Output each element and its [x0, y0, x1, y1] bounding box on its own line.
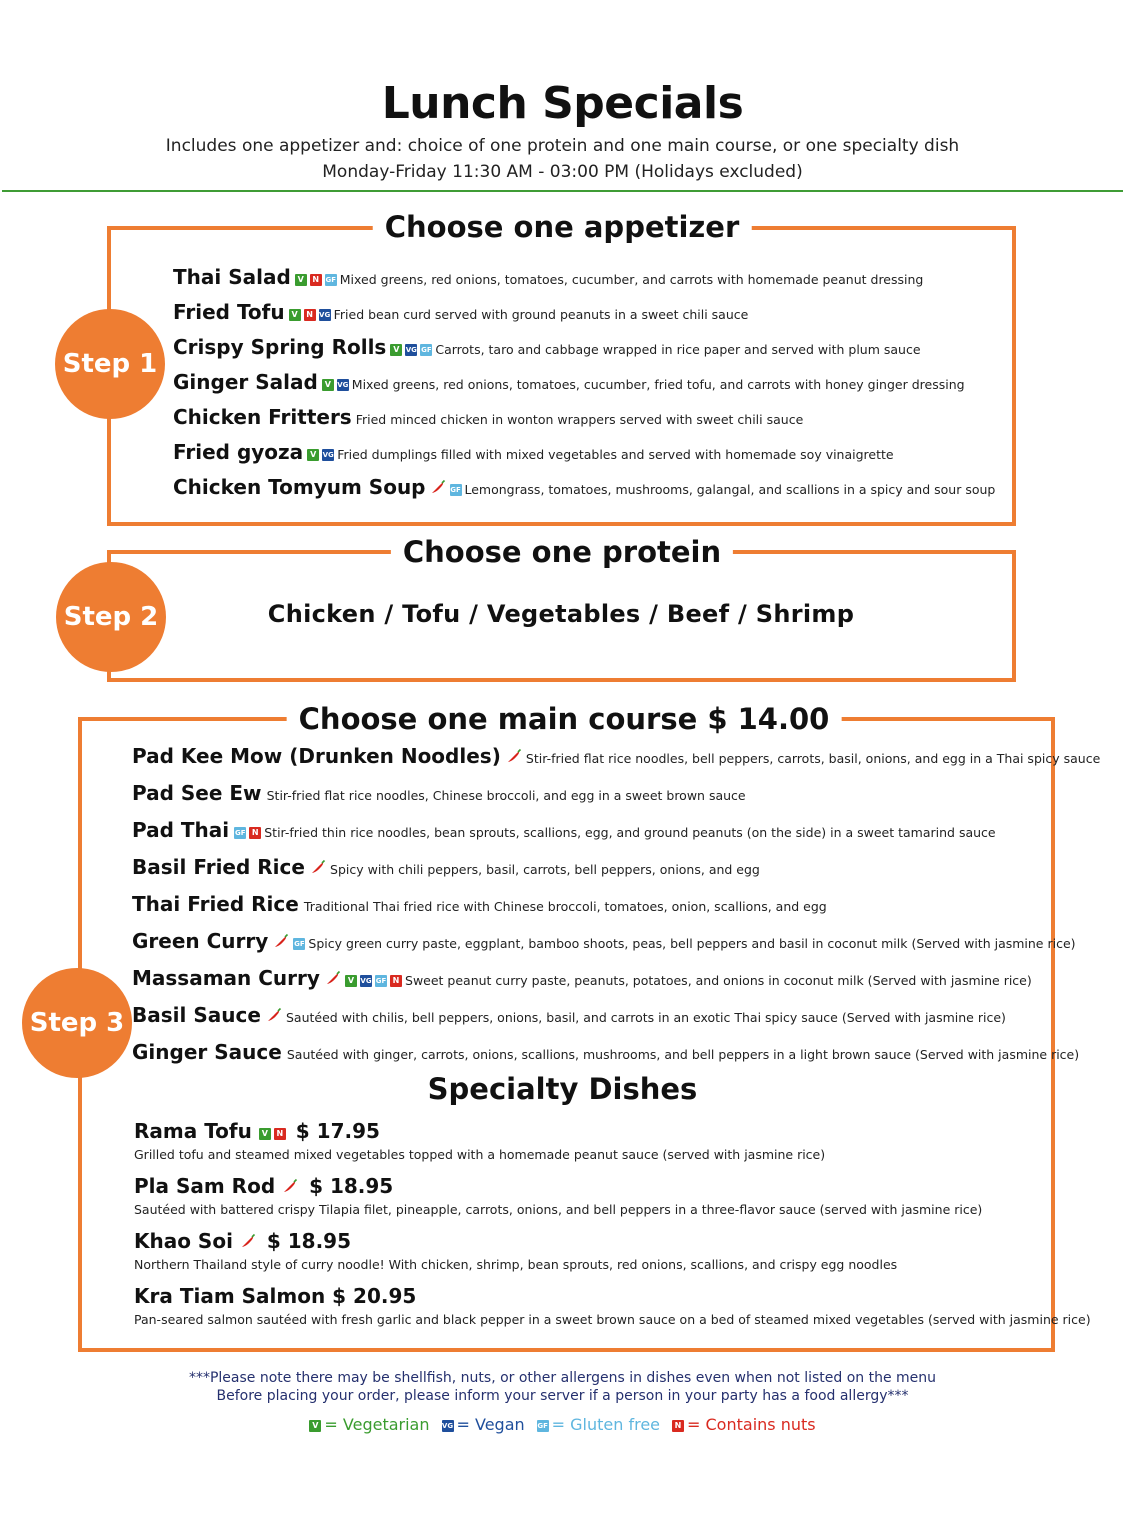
appetizer-item: [173, 330, 995, 365]
specialty-description: Sautéed with battered crispy Tilapia filet, pineapple, carrots, onions, and bell peppers in a three-flavor sauce (served with jasmine rice): [134, 1202, 983, 1217]
appetizer-item: [173, 295, 995, 330]
spicy-chili-icon: [240, 1233, 256, 1249]
subtitle-includes: Includes one appetizer and: choice of one protein and one main course, or one specialty dish: [165, 136, 960, 156]
main-course-name: Pad Kee Mow (Drunken Noodles): [132, 744, 501, 768]
vegan-icon: VG: [319, 311, 331, 319]
appetizer-name: Chicken Fritters: [173, 405, 352, 429]
main-course-name: Ginger Sauce: [132, 1040, 282, 1064]
appetizer-name: Ginger Salad: [173, 370, 318, 394]
protein-heading: Choose one protein: [391, 532, 733, 572]
main-course-list: [132, 741, 1100, 1074]
main-course-name: Massaman Curry: [132, 966, 320, 990]
spicy-chili-icon: [430, 479, 446, 495]
main-course-description: Stir-fried flat rice noodles, Chinese broccoli, and egg in a sweet brown sauce: [266, 788, 746, 803]
header-divider: [2, 190, 1123, 192]
main-course-name: Green Curry: [132, 929, 269, 953]
contains-nuts-icon: N: [672, 1420, 684, 1432]
vegetarian-icon: V: [322, 379, 334, 391]
main-course-description: Spicy green curry paste, eggplant, bamboo shoots, peas, bell peppers and basil in coconut milk (Served with jasmine rice): [308, 936, 1076, 951]
contains-nuts-icon: N: [304, 309, 316, 321]
legend-label: = Contains nuts: [687, 1415, 816, 1434]
main-course-name: Thai Fried Rice: [132, 892, 299, 916]
vegan-icon: VG: [441, 1422, 454, 1430]
main-course-name: Pad See Ew: [132, 781, 262, 805]
appetizer-item: [173, 470, 995, 505]
specialty-price: $ 20.95: [332, 1284, 417, 1308]
vegetarian-icon: V: [289, 309, 301, 321]
specialty-item: [134, 1118, 1091, 1173]
gluten-free-icon: GF: [375, 977, 387, 985]
vegetarian-icon: V: [345, 975, 357, 987]
appetizer-item: [173, 400, 995, 435]
subtitle-hours: Monday-Friday 11:30 AM - 03:00 PM (Holidays excluded): [322, 162, 803, 182]
appetizer-description: Fried dumplings filled with mixed vegetables and served with homemade soy vinaigrette: [337, 447, 894, 462]
main-course-item: [132, 852, 1100, 889]
gluten-free-icon: GF: [537, 1422, 548, 1430]
appetizer-item: [173, 365, 995, 400]
spicy-chili-icon: [282, 1178, 298, 1194]
main-course-description: Stir-fried flat rice noodles, bell peppers, carrots, basil, onions, and egg in a Thai spicy sauce: [525, 751, 1101, 766]
main-course-description: Sautéed with ginger, carrots, onions, scallions, mushrooms, and bell peppers in a light brown sauce (Served with jasmine rice): [286, 1047, 1080, 1062]
vegetarian-icon: V: [390, 344, 402, 356]
contains-nuts-icon: N: [274, 1128, 286, 1140]
appetizer-name: Thai Salad: [173, 265, 291, 289]
main-course-description: Stir-fried thin rice noodles, bean sprouts, scallions, egg, and ground peanuts (on the side) in a sweet tamarind sauce: [264, 825, 996, 840]
specialty-heading: Specialty Dishes: [427, 1072, 698, 1106]
contains-nuts-icon: N: [249, 827, 261, 839]
legend-label: = Vegetarian: [324, 1415, 430, 1434]
step-2-badge: Step 2: [56, 562, 166, 672]
specialty-description: Northern Thailand style of curry noodle! With chicken, shrimp, bean sprouts, red onions, scallions, and crispy egg noodles: [134, 1257, 898, 1272]
legend-entry: [672, 1415, 816, 1434]
main-course-item: [132, 1037, 1100, 1074]
appetizer-name: Crispy Spring Rolls: [173, 335, 387, 359]
appetizer-description: Fried bean curd served with ground peanuts in a sweet chili sauce: [333, 307, 749, 322]
specialty-price: $ 18.95: [259, 1229, 352, 1253]
specialty-list: [134, 1118, 1091, 1338]
gluten-free-icon: GF: [421, 346, 432, 354]
main-course-item: [132, 963, 1100, 1000]
main-course-description: Sautéed with chilis, bell peppers, onions, basil, and carrots in an exotic Thai spicy sauce (Served with jasmine rice): [285, 1010, 1006, 1025]
main-course-item: [132, 926, 1100, 963]
appetizer-description: Lemongrass, tomatoes, mushrooms, galangal, and scallions in a spicy and sour soup: [464, 482, 996, 497]
specialty-description: Pan-seared salmon sautéed with fresh garlic and black pepper in a sweet brown sauce on a bed of steamed mixed vegetables (served with jasmine rice): [134, 1312, 1091, 1327]
specialty-item: [134, 1228, 1091, 1283]
appetizer-description: Carrots, taro and cabbage wrapped in rice paper and served with plum sauce: [435, 342, 921, 357]
appetizer-name: Fried gyoza: [173, 440, 304, 464]
vegan-icon: VG: [337, 381, 349, 389]
allergen-note-line2: Before placing your order, please inform your server if a person in your party has a food allergy***: [216, 1388, 909, 1404]
specialty-item: [134, 1173, 1091, 1228]
main-course-heading: Choose one main course $ 14.00: [287, 699, 842, 739]
spicy-chili-icon: [273, 933, 289, 949]
specialty-description: Grilled tofu and steamed mixed vegetables topped with a homemade peanut sauce (served with jasmine rice): [134, 1147, 826, 1162]
main-course-item: [132, 815, 1100, 852]
vegetarian-icon: V: [259, 1128, 271, 1140]
specialty-name: Khao Soi: [134, 1229, 233, 1253]
main-course-description: Sweet peanut curry paste, peanuts, potatoes, and onions in coconut milk (Served with jasmine rice): [405, 973, 1032, 988]
vegetarian-icon: V: [307, 449, 319, 461]
specialty-name: Kra Tiam Salmon: [134, 1284, 326, 1308]
spicy-chili-icon: [325, 970, 341, 986]
spicy-chili-icon: [310, 859, 326, 875]
vegan-icon: VG: [322, 451, 334, 459]
main-course-item: [132, 1000, 1100, 1037]
main-course-item: [132, 778, 1100, 815]
appetizer-description: Fried minced chicken in wonton wrappers served with sweet chili sauce: [355, 412, 804, 427]
specialty-price: $ 17.95: [288, 1119, 380, 1143]
protein-options: Chicken / Tofu / Vegetables / Beef / Shrimp: [267, 600, 855, 628]
specialty-item: [134, 1283, 1091, 1338]
spicy-chili-icon: [506, 748, 522, 764]
allergen-note-line1: ***Please note there may be shellfish, nuts, or other allergens in dishes even when not listed on the menu: [188, 1370, 937, 1386]
main-course-description: Spicy with chili peppers, basil, carrots, bell peppers, onions, and egg: [330, 862, 760, 877]
step-3-badge: Step 3: [22, 968, 132, 1078]
gluten-free-icon: GF: [234, 829, 246, 837]
vegetarian-icon: V: [309, 1420, 321, 1432]
page-title: Lunch Specials: [381, 78, 744, 129]
legend-entry: [537, 1415, 660, 1434]
step-1-badge: Step 1: [55, 309, 165, 419]
main-course-name: Basil Sauce: [132, 1003, 261, 1027]
gluten-free-icon: GF: [325, 276, 337, 284]
contains-nuts-icon: N: [390, 975, 402, 987]
main-course-item: [132, 889, 1100, 926]
main-course-name: Pad Thai: [132, 818, 230, 842]
main-course-description: Traditional Thai fried rice with Chinese broccoli, tomatoes, onion, scallions, and egg: [303, 899, 827, 914]
appetizer-name: Chicken Tomyum Soup: [173, 475, 426, 499]
appetizer-description: Mixed greens, red onions, tomatoes, cucumber, and carrots with homemade peanut dressing: [339, 272, 924, 287]
appetizer-name: Fried Tofu: [173, 300, 285, 324]
specialty-price: $ 18.95: [302, 1174, 394, 1198]
appetizer-heading: Choose one appetizer: [373, 207, 752, 247]
vegetarian-icon: V: [295, 274, 307, 286]
gluten-free-icon: GF: [450, 486, 461, 494]
vegan-icon: VG: [360, 977, 372, 985]
appetizer-item: [173, 435, 995, 470]
contains-nuts-icon: N: [310, 274, 322, 286]
legend-entry: [442, 1415, 525, 1434]
appetizer-item: [173, 260, 995, 295]
main-course-item: [132, 741, 1100, 778]
main-course-name: Basil Fried Rice: [132, 855, 305, 879]
specialty-name: Pla Sam Rod: [134, 1174, 276, 1198]
appetizer-description: Mixed greens, red onions, tomatoes, cucumber, fried tofu, and carrots with honey ginger dressing: [351, 377, 965, 392]
vegan-icon: VG: [405, 346, 417, 354]
dietary-legend: [0, 1415, 1125, 1434]
appetizer-list: [173, 260, 995, 505]
legend-entry: [309, 1415, 429, 1434]
legend-label: = Gluten free: [551, 1415, 661, 1434]
legend-label: = Vegan: [456, 1415, 525, 1434]
gluten-free-icon: GF: [294, 940, 305, 948]
specialty-name: Rama Tofu: [134, 1119, 252, 1143]
spicy-chili-icon: [266, 1007, 282, 1023]
